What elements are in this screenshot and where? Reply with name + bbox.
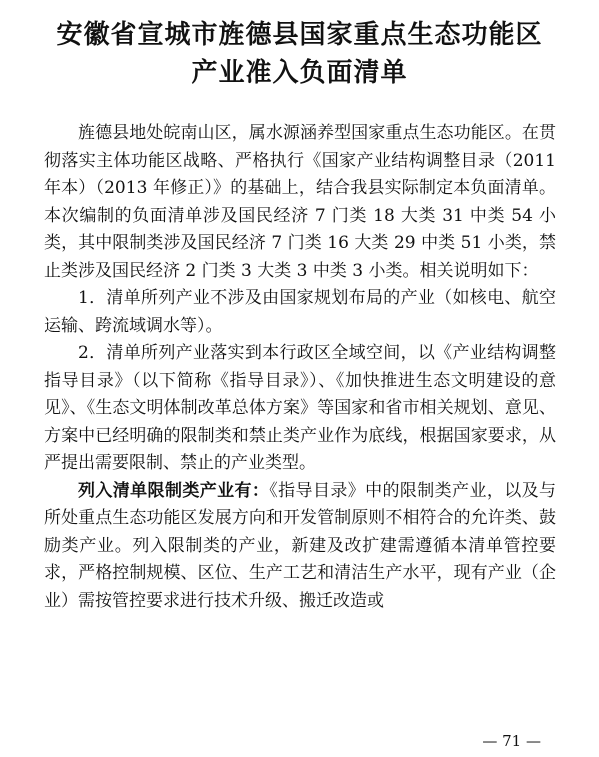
restricted-industries-heading: 列入清单限制类产业有： [78,480,270,501]
paragraph-note-1: 1．清单所列产业不涉及由国家规划布局的产业（如核电、航空运输、跨流域调水等）。 [44,288,556,336]
paragraph-intro: 旌德县地处皖南山区，属水源涵养型国家重点生态功能区。在贯彻落实主体功能区战略、严格执行《国家产业结构调整目录（2011 年本）（2013 年修正）》的基础上，结合我县实际制定本负面清单。本次编制的负面清单涉及国民经济 7 门类 18 大类 31 中类 54 小类，其中限制类涉及国民经济 7 门类 16 大类 29 中类 51 小类，禁止类涉及国民经济 2 门类 3 大类 3 中类 3 小类。相关说明如下： [44,123,556,281]
restricted-industries-text: 《指导目录》中的限制类产业，以及与所处重点生态功能区发展方向和开发管制原则不相符合的允许类、鼓励类产业。列入限制类的产业，新建及改扩建需遵循本清单管控要求，严格控制规模、区位、生产工艺和清洁生产水平，现有产业（企业）需按管控要求进行技术升级、搬迁改造或 [44,480,557,611]
document-title-line-2: 产业准入负面清单 [191,58,408,88]
document-body [44,120,556,615]
document-title-line-1: 安徽省宣城市旌德县国家重点生态功能区 [56,20,543,50]
paragraph-restricted-industries [44,478,556,616]
paragraph-note-2: 2．清单所列产业落实到本行政区全域空间，以《产业结构调整指导目录》（以下简称《指导目录》）、《加快推进生态文明建设的意见》、《生态文明体制改革总体方案》等国家和省市相关规划、意见、方案中已经明确的限制类和禁止类产业作为底线，根据国家要求，从严提出需要限制、禁止的产业类型。 [44,343,556,473]
page-number: — 71 — [482,732,541,750]
